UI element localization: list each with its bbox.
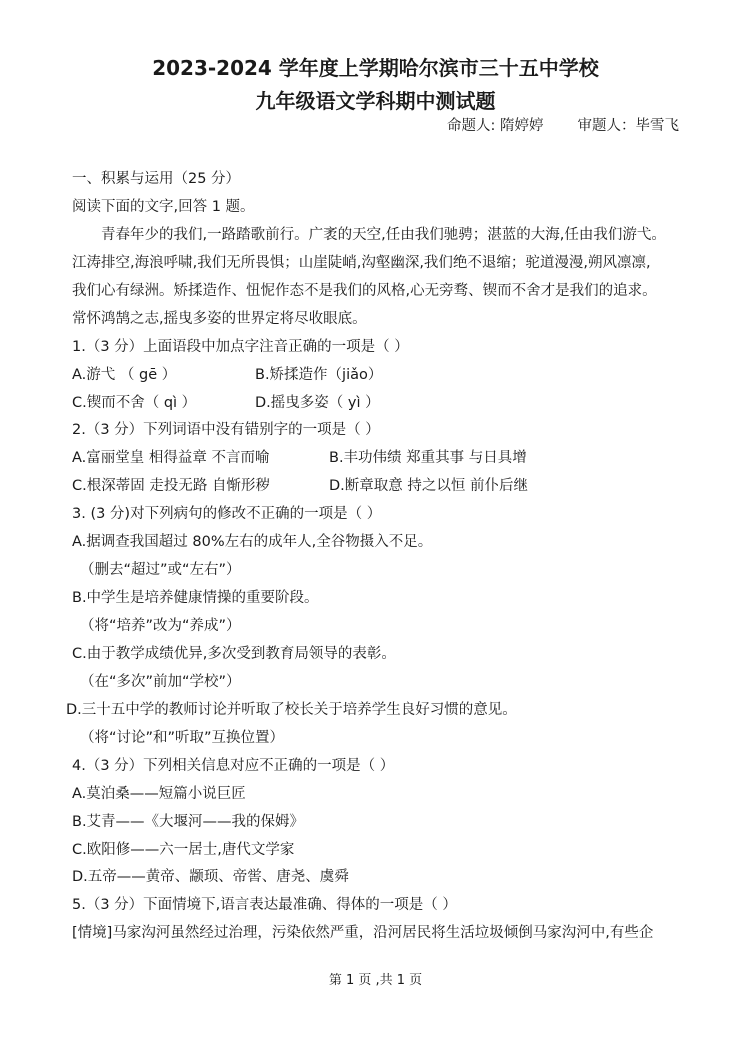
choice-d-revision: （将“讨论”和”听取”互换位置） (80, 729, 285, 746)
question-stem: 3. (3 分)对下列病句的修改不正确的一项是（ ） (72, 506, 382, 523)
question-stem: 2.（3 分）下列词语中没有错别字的一项是（ ） (72, 422, 380, 439)
choice-b: B.丰功伟绩 郑重其事 与日具增 (329, 450, 527, 467)
question-stem: 5.（3 分）下面情境下,语言表达最准确、得体的一项是（ ） (72, 897, 457, 914)
choice-c: C.由于教学成绩优异,多次受到教育局领导的表彰。 (72, 645, 396, 662)
choice-b-revision: （将“培养”改为“养成”） (80, 618, 241, 634)
choice-c-revision: （在“多次”前加“学校”） (80, 673, 241, 690)
choice-d: D.三十五中学的教师讨论并听取了校长关于培养学生良好习惯的意见。 (66, 701, 517, 718)
choice-a-revision: （删去“超过”或“左右”） (80, 562, 241, 579)
reading-passage (72, 222, 684, 334)
question-5 (72, 892, 684, 948)
choice-b: B.中学生是培养健康情操的重要阶段。 (72, 590, 319, 607)
choice-a: A.莫泊桑——短篇小说巨匠 (72, 785, 246, 802)
exam-title-line1: 2023-2024 学年度上学期哈尔滨市三十五中学校 (152, 56, 599, 80)
section-heading: 一、积累与运用（25 分） (72, 171, 241, 187)
passage-line: 我们心有绿洲。矫揉造作、忸怩作态不是我们的风格,心无旁骛、锲而不舍才是我们的追求。 (72, 282, 657, 299)
choice-row (72, 473, 684, 501)
choice-c: C.欧阳修——六一居士,唐代文学家 (72, 841, 295, 858)
choice-a: A.据调查我国超过 80%左右的成年人,全谷物摄入不足。 (72, 534, 433, 551)
question-1 (72, 334, 684, 418)
passage-line: 青春年少的我们,一路踏歌前行。广袤的天空,任由我们驰骋；湛蓝的大海,任由我们游弋。 (101, 226, 666, 243)
choice-d: D.断章取意 持之以恒 前仆后继 (329, 478, 528, 495)
choice-row (72, 445, 684, 473)
passage-line: 江涛排空,海浪呼啸,我们无所畏惧；山崖陡峭,沟壑幽深,我们绝不退缩；驼道漫漫,朔风凛凛, (72, 254, 651, 271)
choice-row (72, 390, 684, 418)
section-instruction: 阅读下面的文字,回答 1 题。 (72, 198, 255, 215)
question-stem: 4.（3 分）下列相关信息对应不正确的一项是（ ） (72, 757, 395, 774)
exam-title-line2: 九年级语文学科期中测试题 (255, 89, 496, 113)
choice-b: B.矫揉造作（jiǎo） (255, 366, 383, 383)
choice-d: D.摇曳多姿（ yì ） (255, 394, 380, 411)
question-4 (72, 753, 684, 893)
question-reviewer: 审题人：毕雪飞 (577, 118, 679, 134)
author-info (447, 116, 679, 136)
exam-content (66, 166, 684, 948)
question-setter: 命题人: 隋婷婷 (447, 118, 544, 134)
choice-c: C.锲而不舍（ qì ） (72, 394, 197, 411)
choice-c: C.根深蒂固 走投无路 自惭形秽 (72, 478, 270, 495)
choice-a: A.富丽堂皇 相得益章 不言而喻 (72, 450, 270, 467)
question-context: [情境]马家沟河虽然经过治理，污染依然严重，沿河居民将生活垃圾倾倒马家沟河中,有些企 (72, 925, 654, 942)
question-3 (66, 501, 684, 752)
choice-b: B.艾青——《大堰河——我的保姆》 (72, 813, 305, 830)
question-stem: 1.（3 分）上面语段中加点字注音正确的一项是（ ） (72, 338, 409, 355)
choice-a: A.游弋 （ gē ） (72, 366, 177, 383)
passage-line: 常怀鸿鹄之志,摇曳多姿的世界定将尽收眼底。 (72, 310, 367, 327)
question-2 (72, 417, 684, 501)
page-footer: 第 1 页 ,共 1 页 (328, 973, 423, 988)
choice-row (72, 362, 684, 390)
choice-d: D.五帝——黄帝、颛顼、帝喾、唐尧、虞舜 (72, 869, 349, 886)
